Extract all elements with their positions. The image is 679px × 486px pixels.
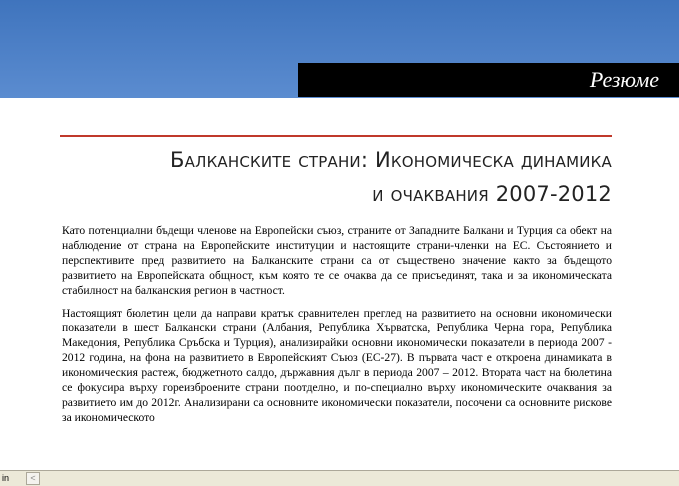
- scroll-left-button[interactable]: <: [26, 472, 40, 485]
- zoom-label[interactable]: in: [2, 473, 10, 483]
- section-label: Резюме: [589, 67, 659, 92]
- paragraph-1: Като потенциални бъдещи членове на Европейски съюз, страните от Западните Балкани и Турция са обект на наблюдение от страна на Европейските институции и настоящите страни-членки на ЕС. Състоянието и перспективите пред развитието на Балканските страни са от съществено значение както за бъдещото развитието на Европейската общност, към която те се очаква да се присъединят, така и за икономическата стабилност на балканския регион в частност.: [62, 224, 612, 297]
- body-text: [62, 224, 612, 434]
- status-bar: [0, 470, 679, 486]
- section-label-bar: [298, 63, 679, 97]
- title-line-2: и очаквания 2007-2012: [372, 182, 612, 206]
- title-line-1: Балканските страни: Икономическа динамика: [170, 148, 612, 172]
- title-divider: [60, 135, 612, 137]
- document-title: [60, 143, 612, 211]
- paragraph-2: Настоящият бюлетин цели да направи кратък сравнителен преглед на развитието на основни икономически показатели в шест Балкански страни (Албания, Република Хърватска, Република Черна гора, Република Македония, Република Сръбска и Турция), анализирайки основни икономически показатели в периода 2007 - 2012 година, на фона на развитието в Европейският Съюз (ЕС-27). В първата част е откроена динамиката в икономическия растеж, бюджетното салдо, държавния дълг в периода 2007 – 2012. Втората част на бюлетина се фокусира върху гореизброените страни поотделно, и по-специално върху икономическите очаквания за развитието им до 2012г. Анализирани са основните икономически показатели, посочени са основните рискове за икономическото: [62, 306, 612, 424]
